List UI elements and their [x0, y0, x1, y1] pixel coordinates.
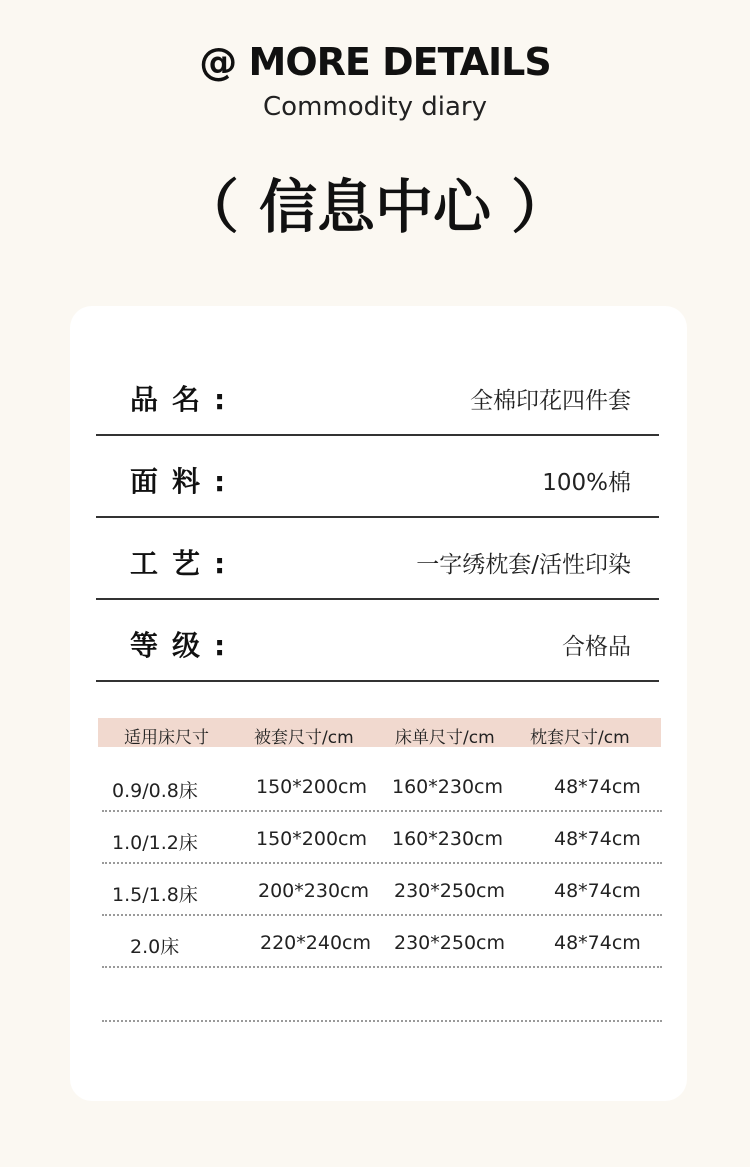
table-cell: 48*74cm — [554, 828, 641, 850]
table-cell: 48*74cm — [554, 932, 641, 954]
header-title: @ MORE DETAILS — [199, 40, 551, 84]
info-value: 全棉印花四件套 — [470, 388, 631, 414]
column-header: 被套尺寸/cm — [254, 728, 354, 748]
info-label: 工艺: — [130, 547, 240, 580]
info-row-grade — [96, 598, 659, 682]
table-cell: 160*230cm — [392, 776, 503, 798]
table-row — [102, 862, 662, 916]
table-cell: 230*250cm — [394, 932, 505, 954]
table-cell: 2.0床 — [130, 936, 180, 958]
info-label: 品名: — [130, 383, 240, 416]
table-row — [102, 758, 662, 812]
info-value: 一字绣枕套/活性印染 — [416, 552, 631, 578]
info-row-name — [96, 352, 659, 436]
table-cell: 160*230cm — [392, 828, 503, 850]
column-header: 适用床尺寸 — [124, 728, 209, 748]
info-value: 100%棉 — [542, 470, 631, 496]
table-cell: 1.0/1.2床 — [112, 832, 198, 854]
size-table-header — [98, 718, 661, 747]
column-header: 床单尺寸/cm — [395, 728, 495, 748]
info-row-fabric — [96, 434, 659, 518]
table-row-empty — [102, 968, 662, 1022]
table-cell: 220*240cm — [260, 932, 371, 954]
info-row-craft — [96, 516, 659, 600]
table-cell: 230*250cm — [394, 880, 505, 902]
table-cell: 150*200cm — [256, 828, 367, 850]
table-cell: 150*200cm — [256, 776, 367, 798]
info-card — [70, 306, 687, 1101]
info-value: 合格品 — [562, 634, 631, 660]
header-subtitle: Commodity diary — [263, 92, 487, 122]
table-cell: 48*74cm — [554, 880, 641, 902]
table-cell: 200*230cm — [258, 880, 369, 902]
table-cell: 48*74cm — [554, 776, 641, 798]
info-label: 等级: — [130, 629, 240, 662]
info-label: 面料: — [130, 465, 240, 498]
table-row — [102, 914, 662, 968]
table-cell: 0.9/0.8床 — [112, 780, 198, 802]
table-row — [102, 810, 662, 864]
section-title: （ 信息中心 ） — [180, 173, 570, 241]
column-header: 枕套尺寸/cm — [530, 728, 630, 748]
table-cell: 1.5/1.8床 — [112, 884, 198, 906]
